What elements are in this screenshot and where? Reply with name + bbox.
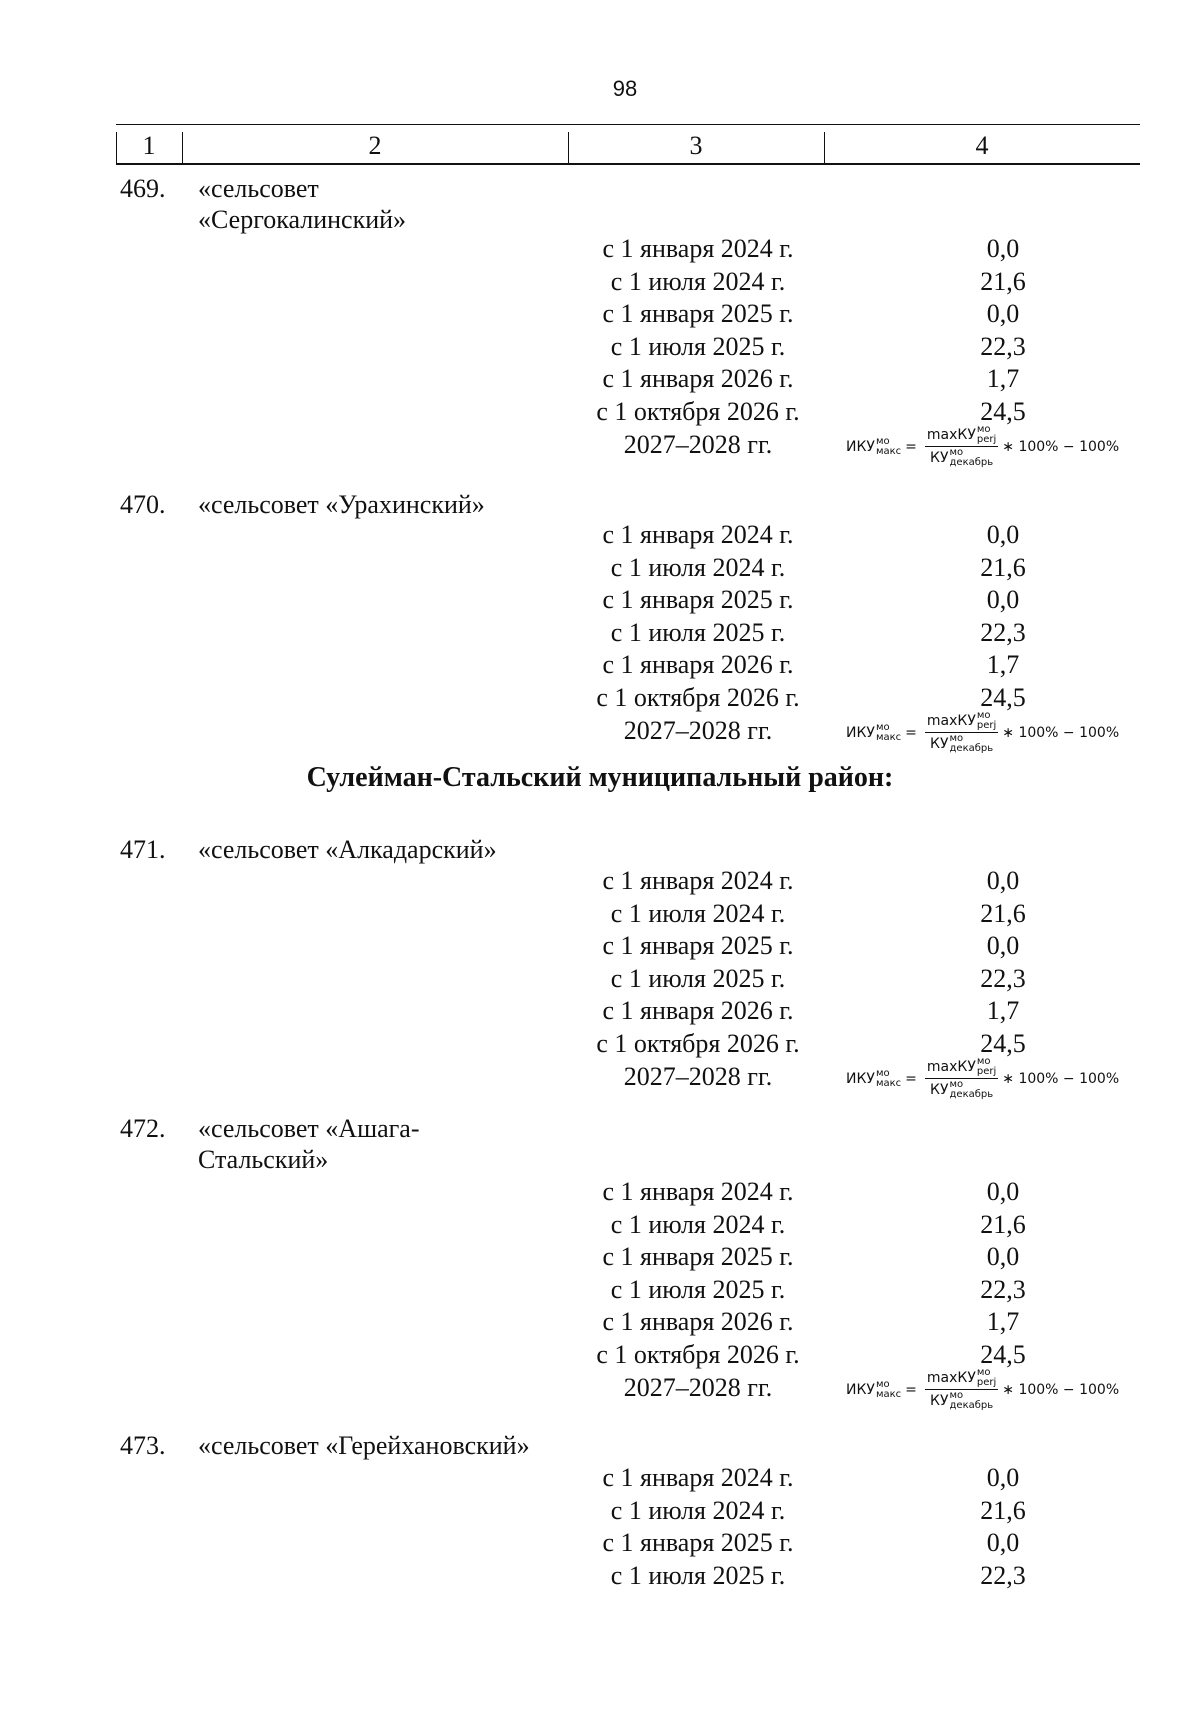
- period-value: 0,0: [986, 1528, 1020, 1558]
- formula-den-scripts: [950, 1391, 994, 1411]
- period-value: 24,5: [980, 1029, 1026, 1058]
- period-row: [0, 710, 1200, 755]
- period-date: с 1 января 2025 г.: [602, 299, 794, 329]
- period-date: 2027–2028 гг.: [623, 1061, 773, 1091]
- formula-denominator: [928, 1390, 995, 1411]
- period-date: с 1 января 2025 г.: [602, 1528, 794, 1558]
- ratio-formula: [846, 1367, 1166, 1413]
- section-title: Сулейман-Стальский муниципальный район:: [306, 762, 894, 793]
- period-date: с 1 июля 2024 г.: [610, 1209, 786, 1239]
- formula-den-scripts: [950, 448, 994, 468]
- formula-num-main: maxКУ: [926, 713, 976, 730]
- period-row: [0, 962, 1200, 995]
- formula-lhs-sub: макс: [875, 1388, 902, 1400]
- entry-name-row: [0, 1429, 1200, 1462]
- formula-lhs: ИКУ: [846, 724, 875, 741]
- formula-numerator: [925, 1057, 998, 1079]
- formula-den-sub: декабрь: [949, 457, 994, 469]
- column-header-3: 3: [689, 131, 703, 160]
- period-date: с 1 января 2026 г.: [602, 650, 794, 680]
- formula-den-sup: мо: [949, 733, 964, 745]
- ratio-formula: [846, 424, 1166, 470]
- period-value: 1,7: [986, 996, 1020, 1026]
- period-value: 24,5: [980, 683, 1026, 712]
- period-row: [0, 297, 1200, 330]
- period-row: [0, 1461, 1200, 1494]
- period-row: [0, 424, 1200, 469]
- entry-name: Стальский»: [198, 1145, 329, 1174]
- formula-numerator: [925, 425, 998, 447]
- formula-numerator: [925, 1368, 998, 1390]
- formula-num-main: maxКУ: [926, 1370, 976, 1387]
- formula-den-main: КУ: [930, 1393, 949, 1410]
- entry-number: 469.: [120, 174, 166, 203]
- period-value: 0,0: [986, 234, 1020, 263]
- period-row: [0, 551, 1200, 584]
- period-value: 1,7: [986, 650, 1020, 680]
- entry-number: 471.: [120, 835, 166, 864]
- formula-num-sub: perj: [976, 434, 997, 446]
- formula-equals: =: [905, 438, 917, 455]
- period-row: [0, 1273, 1200, 1306]
- formula-fraction: [925, 711, 998, 754]
- entry-name: «сельсовет: [198, 174, 319, 203]
- period-row: [0, 1559, 1200, 1592]
- formula-den-main: КУ: [930, 736, 949, 753]
- period-date: с 1 июля 2024 г.: [610, 266, 786, 296]
- formula-lhs-sub: макс: [875, 445, 902, 457]
- formula-fraction: [925, 1368, 998, 1411]
- formula-num-sup: мо: [976, 1367, 991, 1379]
- period-row: [0, 265, 1200, 298]
- formula-den-main: КУ: [930, 1082, 949, 1099]
- ratio-formula: [846, 710, 1166, 756]
- period-date: с 1 января 2024 г.: [602, 1177, 794, 1206]
- period-row: [0, 648, 1200, 681]
- formula-den-scripts: [950, 1080, 994, 1100]
- formula-numerator: [925, 711, 998, 733]
- column-header-2: 2: [368, 131, 382, 160]
- formula-lhs-scripts: [876, 1380, 901, 1400]
- period-row: [0, 1367, 1200, 1412]
- period-row: [0, 929, 1200, 962]
- formula-lhs-scripts: [876, 723, 901, 743]
- period-value: 22,3: [980, 331, 1026, 361]
- period-date: с 1 июля 2024 г.: [610, 898, 786, 928]
- period-date: с 1 января 2025 г.: [602, 931, 794, 961]
- column-header-1: 1: [142, 131, 156, 160]
- period-row: [0, 1056, 1200, 1101]
- formula-den-sup: мо: [949, 1079, 964, 1091]
- entry-number: 472.: [120, 1114, 166, 1143]
- period-date: с 1 января 2025 г.: [602, 1242, 794, 1272]
- formula-fraction: [925, 1057, 998, 1100]
- period-row: [0, 362, 1200, 395]
- formula-num-scripts: [977, 1057, 996, 1077]
- formula-lhs-scripts: [876, 1069, 901, 1089]
- entry-name: «сельсовет «Герейхановский»: [198, 1431, 530, 1460]
- period-date: с 1 июля 2025 г.: [610, 963, 786, 993]
- formula-equals: =: [905, 1070, 917, 1087]
- formula-den-main: КУ: [930, 450, 949, 467]
- formula-denominator: [928, 1079, 995, 1100]
- period-value: 1,7: [986, 1307, 1020, 1337]
- period-row: [0, 330, 1200, 363]
- period-date: с 1 января 2026 г.: [602, 1307, 794, 1337]
- period-value: 0,0: [986, 520, 1020, 549]
- period-value: 22,3: [980, 963, 1026, 993]
- period-date: с 1 октября 2026 г.: [596, 1029, 800, 1058]
- formula-lhs: ИКУ: [846, 1070, 875, 1087]
- table-header-rule: [116, 163, 1140, 165]
- period-row: [0, 897, 1200, 930]
- formula-den-sup: мо: [949, 1390, 964, 1402]
- entry-name: «сельсовет «Ашага-: [198, 1114, 420, 1143]
- period-row: [0, 994, 1200, 1027]
- table-top-rule: [116, 124, 1140, 125]
- period-row: [0, 1240, 1200, 1273]
- column-header-4: 4: [975, 131, 989, 160]
- formula-num-main: maxКУ: [926, 427, 976, 444]
- formula-num-scripts: [977, 711, 996, 731]
- period-value: 21,6: [980, 552, 1026, 582]
- period-row: [0, 1208, 1200, 1241]
- formula-num-main: maxКУ: [926, 1059, 976, 1076]
- period-value: 22,3: [980, 617, 1026, 647]
- formula-num-scripts: [977, 425, 996, 445]
- formula-num-sub: perj: [976, 720, 997, 732]
- period-value: 0,0: [986, 585, 1020, 615]
- period-row: [0, 1175, 1200, 1208]
- period-date: 2027–2028 гг.: [623, 715, 773, 745]
- formula-fraction: [925, 425, 998, 468]
- formula-denominator: [928, 733, 995, 754]
- formula-tail: ∗ 100% − 100%: [1002, 724, 1120, 741]
- period-row: [0, 1494, 1200, 1527]
- formula-num-sup: мо: [976, 710, 991, 722]
- period-value: 21,6: [980, 898, 1026, 928]
- formula-lhs: ИКУ: [846, 438, 875, 455]
- period-date: с 1 октября 2026 г.: [596, 683, 800, 712]
- period-value: 21,6: [980, 1209, 1026, 1239]
- formula-lhs-sup: мо: [875, 1378, 890, 1390]
- period-date: с 1 января 2024 г.: [602, 520, 794, 549]
- page-number: 98: [612, 76, 638, 101]
- entry-name: «Сергокалинский»: [198, 205, 407, 234]
- entry-name-row: [0, 1143, 1200, 1176]
- formula-equals: =: [905, 724, 917, 741]
- period-date: с 1 октября 2026 г.: [596, 1340, 800, 1369]
- formula-den-sub: декабрь: [949, 1089, 994, 1101]
- formula-den-sub: декабрь: [949, 743, 994, 755]
- period-date: с 1 января 2024 г.: [602, 234, 794, 263]
- entry-name-row: [0, 1112, 1200, 1145]
- formula-equals: =: [905, 1381, 917, 1398]
- period-value: 0,0: [986, 931, 1020, 961]
- formula-lhs-sup: мо: [875, 1067, 890, 1079]
- period-value: 21,6: [980, 266, 1026, 296]
- period-date: с 1 января 2025 г.: [602, 585, 794, 615]
- period-row: [0, 518, 1200, 551]
- formula-num-sub: perj: [976, 1377, 997, 1389]
- period-row: [0, 1526, 1200, 1559]
- formula-tail: ∗ 100% − 100%: [1002, 438, 1120, 455]
- entry-name-row: [0, 172, 1200, 205]
- formula-lhs-sup: мо: [875, 721, 890, 733]
- ratio-formula: [846, 1056, 1166, 1102]
- period-row: [0, 583, 1200, 616]
- formula-lhs-sub: макс: [875, 1077, 902, 1089]
- period-row: [0, 616, 1200, 649]
- formula-den-scripts: [950, 734, 994, 754]
- period-date: с 1 января 2026 г.: [602, 364, 794, 394]
- period-date: 2027–2028 гг.: [623, 429, 773, 459]
- formula-tail: ∗ 100% − 100%: [1002, 1381, 1120, 1398]
- period-date: с 1 января 2024 г.: [602, 1463, 794, 1492]
- period-value: 0,0: [986, 866, 1020, 895]
- period-value: 0,0: [986, 1242, 1020, 1272]
- period-value: 24,5: [980, 1340, 1026, 1369]
- period-row: [0, 864, 1200, 897]
- period-value: 24,5: [980, 397, 1026, 426]
- formula-den-sup: мо: [949, 447, 964, 459]
- period-value: 21,6: [980, 1495, 1026, 1525]
- entry-number: 470.: [120, 490, 166, 519]
- formula-num-sub: perj: [976, 1066, 997, 1078]
- period-value: 22,3: [980, 1560, 1026, 1590]
- formula-denominator: [928, 447, 995, 468]
- entry-name: «сельсовет «Алкадарский»: [198, 835, 497, 864]
- formula-lhs-sub: макс: [875, 731, 902, 743]
- period-date: с 1 июля 2024 г.: [610, 552, 786, 582]
- entry-name-row: [0, 488, 1200, 521]
- period-value: 0,0: [986, 1463, 1020, 1492]
- entry-name: «сельсовет «Урахинский»: [198, 490, 485, 519]
- formula-num-sup: мо: [976, 1056, 991, 1068]
- period-date: 2027–2028 гг.: [623, 1372, 773, 1402]
- period-date: с 1 июля 2024 г.: [610, 1495, 786, 1525]
- period-value: 1,7: [986, 364, 1020, 394]
- period-date: с 1 октября 2026 г.: [596, 397, 800, 426]
- period-date: с 1 июля 2025 г.: [610, 617, 786, 647]
- period-date: с 1 января 2026 г.: [602, 996, 794, 1026]
- formula-num-scripts: [977, 1368, 996, 1388]
- formula-num-sup: мо: [976, 424, 991, 436]
- period-date: с 1 января 2024 г.: [602, 866, 794, 895]
- period-row: [0, 232, 1200, 265]
- formula-den-sub: декабрь: [949, 1400, 994, 1412]
- period-row: [0, 1305, 1200, 1338]
- period-date: с 1 июля 2025 г.: [610, 331, 786, 361]
- entry-number: 473.: [120, 1431, 166, 1460]
- period-date: с 1 июля 2025 г.: [610, 1274, 786, 1304]
- entry-name-row: [0, 833, 1200, 866]
- period-value: 0,0: [986, 299, 1020, 329]
- period-date: с 1 июля 2025 г.: [610, 1560, 786, 1590]
- formula-lhs-scripts: [876, 437, 901, 457]
- formula-lhs: ИКУ: [846, 1381, 875, 1398]
- period-value: 22,3: [980, 1274, 1026, 1304]
- formula-lhs-sup: мо: [875, 435, 890, 447]
- period-value: 0,0: [986, 1177, 1020, 1206]
- formula-tail: ∗ 100% − 100%: [1002, 1070, 1120, 1087]
